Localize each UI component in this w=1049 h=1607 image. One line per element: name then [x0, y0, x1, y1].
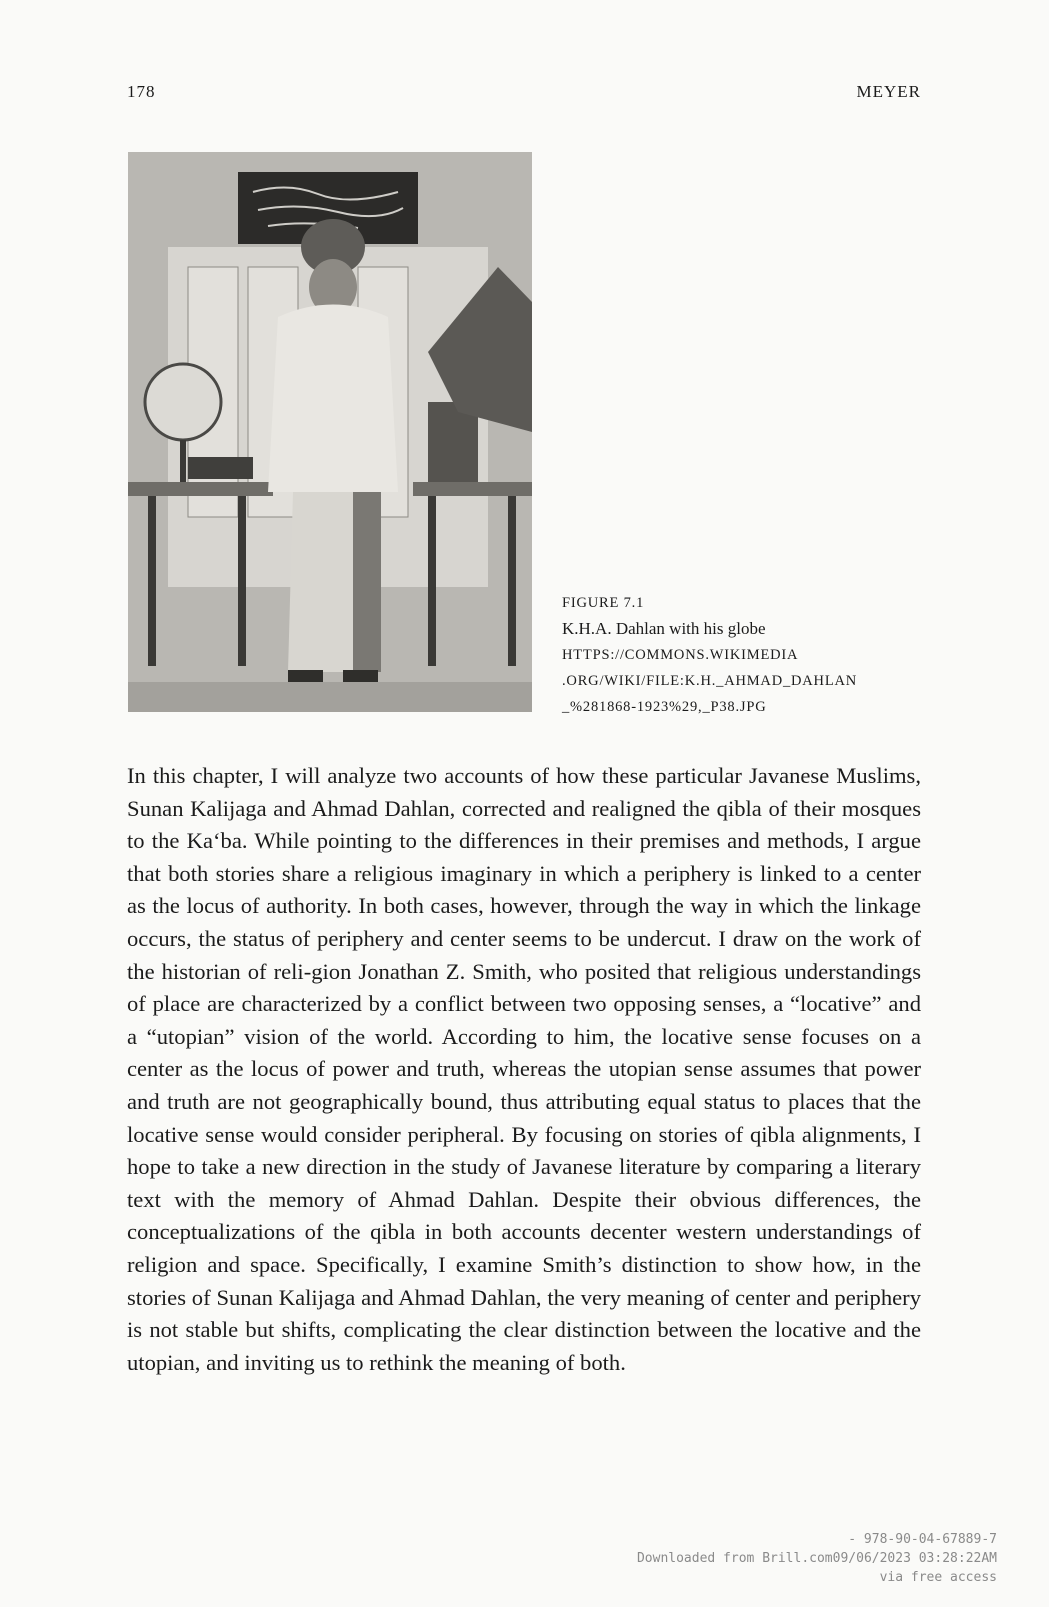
download-footer: [637, 1530, 997, 1587]
figure-source-url: [562, 642, 922, 720]
figure-label: FIGURE 7.1: [562, 595, 645, 611]
figure-photo: [128, 152, 532, 712]
figure-url-line: _%281868-1923%29,_P38.JPG: [562, 699, 767, 715]
page-number: 178: [127, 82, 156, 101]
running-author: MEYER: [856, 82, 921, 101]
figure-title: K.H.A. Dahlan with his globe: [562, 619, 766, 638]
figure-caption: [562, 590, 922, 720]
running-head: [127, 82, 921, 102]
footer-download-info: Downloaded from Brill.com09/06/2023 03:28:22AM: [636, 1551, 997, 1566]
photo-illustration: [128, 152, 532, 712]
body-paragraph: In this chapter, I will analyze two accounts of how these particular Javanese Muslims, Sunan Kalijaga and Ahmad Dahlan, corrected and realigned the qibla of their mosques to the Ka‘ba. While pointing to the differences in their premises and methods, I argue that both stories share a religious imaginary in which a periphery is linked to a center as the locus of authority. In both cases, however, through the way in which the linkage occurs, the status of periphery and center seems to be undercut. I draw on the work of the historian of reli-gion Jonathan Z. Smith, who posited that religious understandings of place are characterized by a conflict between two opposing senses, a “locative” and a “utopian” vision of the world. According to him, the locative sense focuses on a center as the locus of power and truth, whereas the utopian sense assumes that power and truth are not geographically bound, thus attributing equal status to places that the locative sense would consider peripheral. By focusing on stories of qibla alignments, I hope to take a new direction in the study of Javanese literature by comparing a literary text with the memory of Ahmad Dahlan. Despite their obvious differences, the conceptualizations of the qibla in both accounts decenter western understandings of religion and space. Specifically, I examine Smith’s distinction to show how, in the stories of Sunan Kalijaga and Ahmad Dahlan, the very meaning of center and periphery is not stable but shifts, complicating the clear distinction between the locative and the utopian, and inviting us to rethink the meaning of both.: [127, 763, 921, 1375]
figure-url-line: HTTPS://COMMONS.WIKIMEDIA: [562, 647, 799, 663]
footer-isbn: - 978-90-04-67889-7: [848, 1532, 997, 1547]
figure-url-line: .ORG/WIKI/FILE:K.H._AHMAD_DAHLAN: [562, 673, 858, 689]
footer-access: via free access: [879, 1570, 997, 1585]
